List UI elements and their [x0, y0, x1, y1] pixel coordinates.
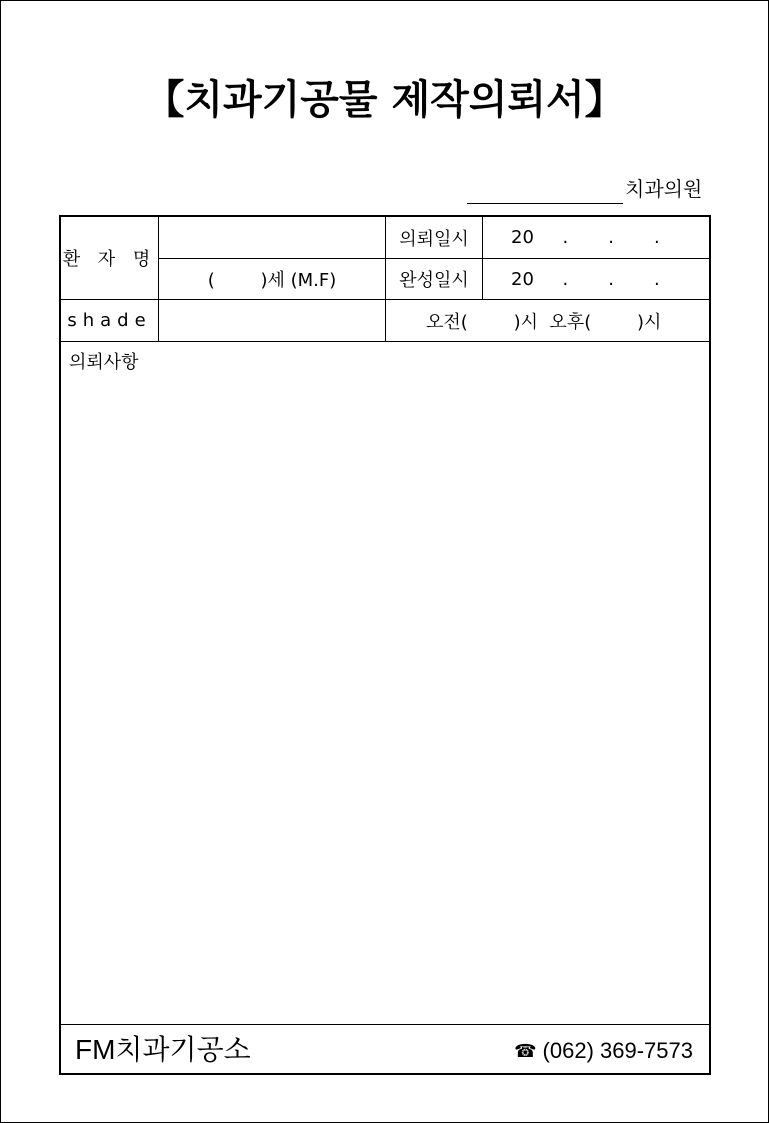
request-date-field[interactable]: 20 . . . [511, 227, 660, 248]
lab-phone [514, 1035, 693, 1067]
lab-brand: FM치과기공소 [75, 1034, 251, 1065]
request-date-label: 의뢰일시 [399, 228, 469, 250]
request-form [59, 215, 711, 1075]
clinic-suffix-label: 치과의원 [625, 177, 703, 201]
completion-date-label: 완성일시 [399, 270, 469, 291]
clinic-name-blank[interactable] [467, 203, 623, 204]
request-notes-label: 의뢰사항 [69, 352, 139, 373]
footer-divider [61, 1024, 709, 1025]
patient-name-label: 환 자 명 [62, 249, 157, 270]
column-divider [482, 217, 483, 299]
telephone-icon: ☎ [514, 1041, 537, 1061]
row-divider [61, 341, 709, 342]
shade-label: shade [67, 310, 152, 331]
phone-number: (062) 369-7573 [542, 1038, 693, 1063]
completion-time-field[interactable]: 오전( )시 오후( )시 [426, 311, 662, 333]
age-gender-field[interactable]: ( )세 (M.F) [207, 270, 337, 291]
document-title: 【치과기공물 제작의뢰서】 [144, 77, 625, 123]
shade-field[interactable] [159, 300, 385, 341]
patient-name-field[interactable] [159, 217, 385, 258]
request-notes-area[interactable] [61, 377, 709, 1022]
completion-date-field[interactable]: 20 . . . [511, 268, 660, 290]
